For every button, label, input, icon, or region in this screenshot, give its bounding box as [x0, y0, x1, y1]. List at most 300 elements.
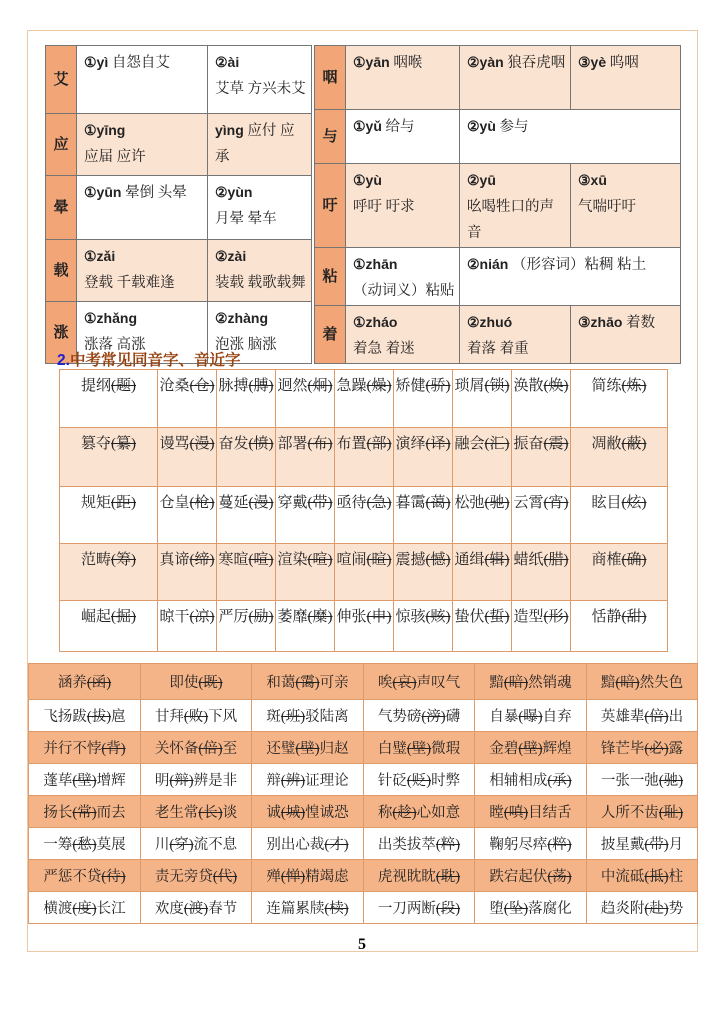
wrong-character: (锁) — [484, 378, 510, 394]
idiom-correction — [29, 732, 141, 764]
wrong-character: (急) — [366, 495, 392, 511]
polyphone-entry — [77, 240, 208, 302]
idiom-prefix: 别出心裁 — [266, 837, 325, 853]
wrong-character: (筹) — [111, 552, 136, 568]
pinyin-text: ①yūn — [84, 184, 122, 201]
homophone-pair — [276, 601, 335, 652]
wrong-character: (甜) — [621, 609, 647, 625]
correct-word: 急躁 — [336, 378, 367, 394]
homophone-pair — [158, 487, 217, 544]
idiom-correction — [29, 700, 141, 732]
polyphone-character: 应 — [46, 114, 77, 176]
pronunciation-line — [84, 117, 203, 144]
wrong-character: (汇) — [484, 436, 510, 452]
polyphone-row — [46, 46, 312, 114]
idiom-prefix: 唉 — [377, 675, 393, 691]
correct-word: 晾干 — [159, 609, 190, 625]
idiom-prefix: 人所不齿 — [600, 805, 659, 821]
wrong-character: (拔) — [86, 709, 112, 725]
correct-word: 范畴 — [80, 552, 111, 568]
pinyin-text: ①zháo — [353, 314, 398, 330]
idiom-correction — [29, 796, 141, 828]
correct-word: 萎靡 — [277, 609, 308, 625]
idiom-prefix: 还璧 — [266, 741, 296, 757]
polyphone-entry — [571, 164, 681, 248]
idiom-correction — [29, 828, 141, 860]
homophone-pair — [571, 487, 668, 544]
idiom-suffix: 莫展 — [96, 837, 126, 853]
example-words: 呼吁 吁求 — [353, 199, 415, 215]
idiom-prefix: 趋炎附 — [600, 901, 645, 917]
homophone-pair — [217, 370, 276, 428]
idiom-suffix: 心如意 — [416, 805, 461, 821]
idiom-prefix: 相辅相成 — [489, 773, 548, 789]
idiom-correction — [252, 732, 364, 764]
homophone-pair — [512, 487, 571, 544]
correct-word: 震撼 — [395, 552, 426, 568]
polyphone-entry — [460, 306, 571, 364]
pronunciation-line — [353, 278, 455, 304]
wrong-character: (抵) — [644, 869, 669, 885]
wrong-character: (代) — [212, 869, 238, 885]
idiom-suffix: 月 — [668, 837, 684, 853]
idiom-row — [29, 700, 698, 732]
wrong-character: (滂) — [421, 709, 446, 725]
idiom-prefix: 出类拔萃 — [377, 837, 436, 853]
homophone-pair — [394, 487, 453, 544]
idiom-correction — [364, 828, 475, 860]
polyphone-entry — [460, 110, 681, 164]
correct-word: 奋发 — [218, 436, 249, 452]
homophone-pair — [571, 370, 668, 428]
idiom-prefix: 欢度 — [154, 901, 184, 917]
idiom-prefix: 英雄辈 — [600, 709, 645, 725]
pronunciation-line — [84, 49, 203, 76]
homophone-row — [60, 487, 668, 544]
example-words: 咽喉 — [393, 55, 423, 71]
polyphone-row — [46, 114, 312, 176]
homophone-pair — [394, 428, 453, 487]
wrong-character: (宵) — [543, 495, 569, 511]
idiom-suffix: 出 — [668, 709, 684, 725]
pronunciation-line — [84, 270, 203, 296]
homophone-pair — [335, 370, 394, 428]
idiom-table — [28, 663, 698, 924]
homophone-pair — [453, 370, 512, 428]
wrong-character: (暗) — [615, 675, 640, 691]
polyphone-row — [46, 240, 312, 302]
wrong-character: (布) — [307, 436, 333, 452]
idiom-correction — [141, 732, 252, 764]
correct-word: 沧桑 — [159, 378, 190, 394]
correct-word: 云霄 — [513, 495, 544, 511]
polyphone-entry — [77, 176, 208, 240]
pronunciation-line — [578, 167, 676, 194]
homophone-pair — [217, 544, 276, 601]
example-words: 泡涨 脑涨 — [215, 337, 277, 354]
correct-word: 篡夺 — [80, 436, 111, 452]
polyphone-entry — [571, 306, 681, 364]
idiom-prefix: 涵养 — [57, 675, 87, 691]
example-words: 艾草 方兴未艾 — [215, 81, 306, 97]
homophone-pair — [60, 370, 158, 428]
polyphone-section — [45, 45, 681, 364]
pronunciation-line — [84, 144, 203, 170]
idiom-prefix: 黯 — [600, 675, 616, 691]
idiom-correction — [475, 732, 587, 764]
pronunciation-line — [578, 49, 676, 76]
wrong-character: (曝) — [518, 709, 543, 725]
homophone-pair — [335, 428, 394, 487]
homophone-pair — [217, 601, 276, 652]
homophone-pair — [453, 544, 512, 601]
idiom-correction — [587, 828, 698, 860]
idiom-correction — [475, 764, 587, 796]
idiom-prefix: 诚 — [266, 805, 281, 821]
pronunciation-line — [578, 194, 676, 220]
page-number: 5 — [358, 936, 366, 953]
pronunciation-line — [215, 243, 307, 270]
wrong-character: (既) — [198, 675, 223, 691]
polyphone-row — [315, 248, 681, 306]
wrong-character: (趁) — [392, 805, 417, 821]
polyphone-entry — [346, 110, 460, 164]
correct-word: 规矩 — [80, 495, 111, 511]
homophone-pair — [335, 487, 394, 544]
polyphone-entry — [208, 114, 312, 176]
idiom-correction — [141, 828, 252, 860]
idiom-correction — [364, 764, 475, 796]
idiom-correction — [252, 828, 364, 860]
homophone-pair — [512, 370, 571, 428]
idiom-suffix: 证理论 — [305, 773, 349, 789]
correct-word: 矫健 — [395, 378, 426, 394]
pronunciation-line — [353, 194, 455, 220]
wrong-character: (惮) — [280, 869, 306, 885]
wrong-character: (嗔) — [503, 805, 529, 821]
example-words: 呜咽 — [609, 55, 639, 71]
correct-word: 伸张 — [336, 609, 367, 625]
wrong-character: (城) — [280, 805, 306, 821]
idiom-suffix: 微瑕 — [431, 741, 461, 757]
polyphone-row — [315, 306, 681, 364]
pinyin-text: ①zhǎng — [84, 310, 137, 327]
idiom-correction — [252, 860, 364, 892]
example-words: 晕倒 头晕 — [125, 185, 187, 202]
wrong-character: (班) — [280, 709, 306, 725]
idiom-correction — [141, 796, 252, 828]
wrong-character: (函) — [86, 675, 112, 691]
wrong-character: (纂) — [111, 436, 136, 452]
wrong-character: (常) — [72, 805, 97, 821]
homophone-pair — [571, 428, 668, 487]
pinyin-text: ②yùn — [215, 184, 253, 201]
idiom-suffix: 时弊 — [431, 773, 461, 789]
wrong-character: (渡) — [183, 901, 209, 917]
homophone-pair — [276, 544, 335, 601]
correct-word: 融会 — [454, 436, 485, 452]
wrong-character: (待) — [101, 869, 126, 885]
idiom-prefix: 辩 — [266, 773, 281, 789]
wrong-character: (憾) — [425, 552, 451, 568]
idiom-prefix: 黯 — [489, 675, 504, 691]
idiom-row — [29, 828, 698, 860]
polyphone-character: 晕 — [46, 176, 77, 240]
pinyin-text: ②yàn — [467, 54, 504, 70]
example-words: 给与 — [385, 119, 415, 135]
homophone-table — [59, 369, 668, 652]
wrong-character: (壁) — [72, 773, 97, 789]
idiom-correction — [141, 700, 252, 732]
polyphone-entry — [346, 248, 460, 306]
idiom-prefix: 明 — [154, 773, 170, 789]
pronunciation-line — [215, 117, 307, 170]
correct-word: 谩骂 — [159, 436, 190, 452]
correct-word: 凋敝 — [591, 436, 622, 452]
wrong-character: (缔) — [189, 552, 215, 568]
pinyin-text: ②zài — [215, 248, 247, 265]
homophone-row — [60, 428, 668, 487]
wrong-character: (译) — [425, 436, 451, 452]
wrong-character: (坠) — [503, 901, 529, 917]
example-words: 登载 千载难逢 — [84, 275, 175, 292]
polyphone-character: 粘 — [315, 248, 346, 306]
idiom-correction — [252, 764, 364, 796]
polyphone-entry — [346, 164, 460, 248]
correct-word: 蔓延 — [218, 495, 249, 511]
wrong-character: (励) — [248, 609, 274, 625]
idiom-prefix: 老生常 — [154, 805, 199, 821]
idiom-suffix: 归赵 — [319, 741, 349, 757]
section-title-text: 中考常见同音字、音近字 — [69, 352, 241, 369]
polyphone-entry — [77, 114, 208, 176]
idiom-prefix: 飞扬跋 — [43, 709, 87, 725]
polyphone-entry — [571, 46, 681, 110]
wrong-character: (糜) — [307, 609, 333, 625]
example-words: 参与 — [499, 119, 529, 135]
idiom-prefix: 针砭 — [377, 773, 407, 789]
idiom-prefix: 即使 — [169, 675, 199, 691]
example-words: （形容词）粘稠 粘土 — [511, 257, 647, 273]
homophone-row — [60, 544, 668, 601]
wrong-character: (辑) — [484, 552, 510, 568]
pinyin-text: ②ài — [215, 54, 240, 70]
wrong-character: (段) — [435, 901, 461, 917]
wrong-character: (焕) — [543, 378, 569, 394]
wrong-character: (霭) — [295, 675, 320, 691]
idiom-suffix: 长江 — [96, 901, 126, 917]
example-words: 狼吞虎咽 — [507, 55, 566, 71]
correct-word: 严厉 — [218, 609, 249, 625]
polyphone-entry — [460, 248, 681, 306]
pinyin-text: yìng — [215, 122, 244, 139]
pinyin-text: ②zhàng — [215, 310, 268, 327]
pronunciation-line — [578, 309, 676, 336]
idiom-prefix: 鞠躬尽瘁 — [489, 837, 548, 853]
wrong-character: (败) — [183, 709, 209, 725]
homophone-pair — [335, 544, 394, 601]
homophone-pair — [335, 601, 394, 652]
pinyin-text: ③xū — [578, 172, 607, 188]
correct-word: 脉搏 — [218, 378, 249, 394]
wrong-character: (申) — [366, 609, 392, 625]
idiom-correction — [587, 860, 698, 892]
correct-word: 真谛 — [159, 552, 190, 568]
idiom-prefix: 称 — [377, 805, 393, 821]
correct-word: 迥然 — [277, 378, 308, 394]
correct-word: 部署 — [277, 436, 308, 452]
correct-word: 惊骇 — [395, 609, 426, 625]
idiom-row — [29, 732, 698, 764]
polyphone-entry — [208, 46, 312, 114]
idiom-suffix: 驳陆离 — [305, 709, 349, 725]
homophone-pair — [158, 370, 217, 428]
wrong-character: (炫) — [621, 495, 647, 511]
idiom-correction — [29, 764, 141, 796]
idiom-prefix: 扬长 — [43, 805, 73, 821]
section-number: 2. — [57, 352, 70, 369]
wrong-character: (部) — [366, 436, 392, 452]
idiom-prefix: 殚 — [266, 869, 281, 885]
wrong-character: (哀) — [392, 675, 417, 691]
idiom-correction — [475, 828, 587, 860]
pronunciation-line — [215, 305, 307, 332]
pinyin-text: ③zhāo — [578, 314, 623, 330]
wrong-character: (椟) — [324, 901, 349, 917]
correct-word: 亟待 — [336, 495, 367, 511]
pronunciation-line — [215, 49, 307, 76]
homophone-pair — [158, 428, 217, 487]
correct-word: 眩目 — [591, 495, 622, 511]
wrong-character: (辨) — [280, 773, 306, 789]
idiom-prefix: 甘拜 — [154, 709, 184, 725]
homophone-row — [60, 601, 668, 652]
idiom-suffix: 惶诚恐 — [305, 805, 349, 821]
idiom-suffix: 露 — [668, 741, 684, 757]
homophone-pair — [217, 428, 276, 487]
idiom-suffix: 辉煌 — [542, 741, 572, 757]
homophone-pair — [571, 544, 668, 601]
wrong-character: (腊) — [543, 552, 569, 568]
example-words: 着数 — [626, 315, 656, 331]
correct-word: 渲染 — [277, 552, 308, 568]
wrong-character: (贬) — [406, 773, 432, 789]
polyphone-character: 与 — [315, 110, 346, 164]
polyphone-character: 着 — [315, 306, 346, 364]
polyphone-character: 载 — [46, 240, 77, 302]
idiom-correction — [141, 764, 252, 796]
pronunciation-line — [215, 270, 307, 296]
pronunciation-line — [467, 251, 676, 278]
idiom-correction — [587, 764, 698, 796]
example-words: 着落 着重 — [467, 341, 529, 357]
homophone-pair — [60, 428, 158, 487]
wrong-character: (赴) — [644, 901, 669, 917]
wrong-character: (炼) — [621, 378, 647, 394]
polyphone-character: 咽 — [315, 46, 346, 110]
wrong-character: (才) — [324, 837, 349, 853]
pronunciation-line — [467, 113, 676, 140]
idiom-suffix: 谈 — [222, 805, 238, 821]
polyphone-entry — [208, 240, 312, 302]
wrong-character: (耻) — [658, 805, 684, 821]
pronunciation-line — [353, 49, 455, 76]
idiom-prefix: 和蔼 — [266, 675, 296, 691]
wrong-character: (承) — [547, 773, 572, 789]
idiom-suffix: 柱 — [668, 869, 684, 885]
homophone-pair — [158, 601, 217, 652]
idiom-prefix: 自暴 — [489, 709, 519, 725]
idiom-prefix: 瞠 — [489, 805, 504, 821]
pronunciation-line — [467, 309, 566, 336]
idiom-correction — [364, 732, 475, 764]
idiom-prefix: 严惩不贷 — [43, 869, 102, 885]
pronunciation-line — [215, 76, 307, 102]
idiom-correction — [587, 732, 698, 764]
homophone-pair — [60, 544, 158, 601]
homophone-pair — [453, 487, 512, 544]
polyphone-table-left — [45, 45, 312, 364]
pronunciation-line — [215, 179, 307, 206]
idiom-correction — [587, 796, 698, 828]
pinyin-text: ①yǔ — [353, 118, 382, 134]
homophone-pair — [512, 544, 571, 601]
pronunciation-line — [467, 49, 566, 76]
correct-word: 崛起 — [80, 609, 111, 625]
wrong-character: (漫) — [189, 436, 215, 452]
idiom-correction — [364, 700, 475, 732]
polyphone-entry — [346, 306, 460, 364]
wrong-character: (背) — [101, 741, 126, 757]
wrong-character: (长) — [198, 805, 223, 821]
polyphone-row — [315, 46, 681, 110]
example-words: 应付 应承 — [215, 123, 295, 166]
example-words: 吆喝牲口的声音 — [467, 199, 554, 241]
pinyin-text: ①zhān — [353, 256, 398, 272]
idiom-correction — [475, 892, 587, 924]
idiom-row — [29, 796, 698, 828]
idiom-prefix: 连篇累牍 — [266, 901, 325, 917]
idiom-suffix: 至 — [222, 741, 238, 757]
homophone-pair — [512, 601, 571, 652]
idiom-prefix: 斑 — [266, 709, 281, 725]
wrong-character: (燥) — [366, 378, 392, 394]
wrong-character: (愤) — [248, 436, 274, 452]
pronunciation-line — [215, 206, 307, 232]
idiom-suffix: 精竭虑 — [305, 869, 349, 885]
pronunciation-line — [467, 167, 566, 194]
idiom-prefix: 横渡 — [43, 901, 73, 917]
wrong-character: (穿) — [169, 837, 194, 853]
idiom-correction — [587, 892, 698, 924]
wrong-character: (带) — [644, 837, 669, 853]
polyphone-entry — [346, 46, 460, 110]
idiom-prefix: 一刀两断 — [377, 901, 436, 917]
correct-word: 涣散 — [513, 378, 544, 394]
example-words: 涨落 高涨 — [84, 337, 146, 354]
polyphone-character: 吁 — [315, 164, 346, 248]
wrong-character: (辩) — [169, 773, 194, 789]
wrong-character: (暗) — [503, 675, 529, 691]
pronunciation-line — [353, 309, 455, 336]
pinyin-text: ②yù — [467, 118, 496, 134]
homophone-pair — [394, 601, 453, 652]
idiom-correction — [29, 892, 141, 924]
wrong-character: (掘) — [111, 609, 136, 625]
pronunciation-line — [353, 251, 455, 278]
homophone-pair — [158, 544, 217, 601]
wrong-character: (必) — [644, 741, 669, 757]
